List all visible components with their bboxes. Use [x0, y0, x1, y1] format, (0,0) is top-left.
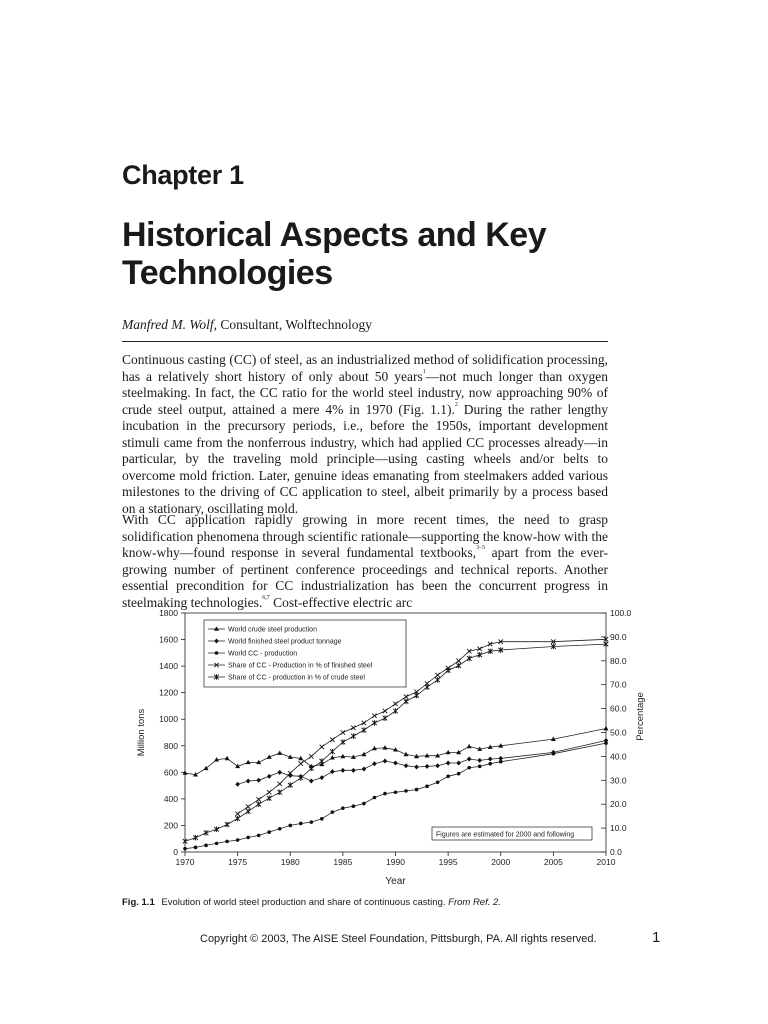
data-point — [425, 684, 430, 690]
data-point — [288, 773, 293, 778]
data-point — [299, 761, 303, 765]
data-point — [225, 756, 230, 760]
data-point — [183, 838, 188, 844]
series-line — [185, 729, 606, 775]
data-point — [435, 763, 440, 768]
x-tick-label: 1985 — [333, 857, 353, 867]
data-point — [383, 715, 388, 721]
data-point — [330, 749, 335, 755]
caption-text: Evolution of world steel production and share of continuous casting. — [158, 897, 449, 908]
data-point — [383, 792, 387, 796]
data-point — [382, 745, 387, 749]
y2-tick-label: 20.0 — [610, 799, 627, 810]
x-axis-label: Year — [385, 876, 406, 887]
y2-tick-label: 0.0 — [610, 847, 622, 857]
y-tick-label: 200 — [163, 820, 178, 831]
data-point — [435, 673, 439, 677]
data-point — [309, 754, 313, 758]
data-point — [235, 812, 239, 816]
x-tick-label: 2005 — [543, 857, 563, 867]
reference-superscript: 1 — [422, 368, 426, 375]
data-point — [446, 761, 451, 766]
data-point — [309, 766, 314, 772]
data-point — [183, 847, 187, 851]
y-tick-label: 1800 — [159, 608, 178, 618]
y-tick-label: 1600 — [159, 634, 178, 645]
data-point — [456, 663, 461, 669]
data-point — [477, 758, 482, 763]
data-point — [467, 744, 472, 748]
data-point — [246, 804, 250, 808]
data-point — [446, 668, 451, 674]
y-tick-label: 400 — [163, 793, 178, 804]
data-point — [246, 809, 251, 815]
data-point — [372, 714, 376, 718]
legend-label: World CC - production — [228, 650, 298, 658]
data-point — [435, 677, 440, 683]
copyright-footer: Copyright © 2003, The AISE Steel Foundation, Pittsburgh, PA. All rights reserved. — [200, 933, 597, 945]
y-tick-label: 800 — [163, 740, 178, 751]
x-tick-label: 2010 — [596, 857, 616, 867]
y2-tick-label: 10.0 — [610, 823, 627, 834]
data-point — [404, 699, 409, 705]
series-1 — [183, 726, 609, 777]
x-tick-label: 1995 — [438, 857, 458, 867]
data-point — [404, 789, 408, 793]
data-point — [236, 838, 240, 842]
y-tick-label: 1200 — [159, 687, 178, 698]
data-point — [256, 801, 261, 807]
data-point — [457, 772, 461, 776]
paragraph-text: Continuous casting (CC) of steel, as an industrialized method of solidification processing, has a relatively short history of only about 50 years — [122, 352, 608, 384]
data-point — [456, 761, 461, 766]
y2-tick-label: 40.0 — [610, 751, 627, 762]
data-point — [267, 790, 271, 794]
paragraph-text: Cost-effective electric arc — [269, 594, 413, 610]
estimate-note-text: Figures are estimated for 2000 and following — [436, 831, 575, 839]
data-point — [415, 788, 419, 792]
data-point — [288, 782, 293, 788]
chapter-title: Historical Aspects and Key Technologies — [122, 216, 547, 292]
data-point — [277, 770, 282, 775]
legend-label: Share of CC - production in % of crude steel — [228, 674, 365, 682]
data-point — [277, 750, 282, 754]
data-point — [425, 784, 429, 788]
data-point — [404, 763, 409, 768]
y2-tick-label: 70.0 — [610, 679, 627, 690]
data-point — [288, 824, 292, 828]
data-point — [267, 795, 272, 801]
data-point — [467, 656, 472, 662]
data-point — [267, 774, 272, 779]
data-point — [352, 804, 356, 808]
data-point — [204, 830, 209, 836]
steel-production-chart — [128, 603, 648, 893]
data-point — [215, 842, 219, 846]
data-point — [467, 766, 471, 770]
byline — [122, 317, 372, 333]
data-point — [414, 693, 419, 699]
x-tick-label: 2000 — [491, 857, 511, 867]
data-point — [341, 730, 345, 734]
data-point — [193, 835, 198, 841]
data-point — [320, 817, 324, 821]
data-point — [488, 757, 493, 762]
x-tick-label: 1990 — [386, 857, 405, 867]
y-tick-label: 1000 — [159, 714, 178, 725]
caption-source: From Ref. 2. — [448, 897, 501, 908]
data-point — [214, 826, 219, 832]
data-point — [351, 726, 355, 730]
y2-tick-label: 30.0 — [610, 775, 627, 786]
data-point — [362, 721, 366, 725]
data-point — [330, 737, 334, 741]
author-name: Manfred M. Wolf, — [122, 317, 217, 332]
data-point — [235, 782, 240, 787]
data-point — [310, 820, 314, 824]
data-point — [204, 844, 208, 848]
reference-superscript: 2 — [454, 401, 458, 408]
y2-axis-label: Percentage — [635, 692, 646, 741]
data-point — [393, 708, 398, 714]
data-point — [383, 759, 388, 764]
paragraph-text: apart from the ever-growing number of pertinent conference proceedings and technical reports. Another essential precondition for CC industrialization has been the concurrent progress in steelmaking technologies. — [122, 545, 608, 610]
data-point — [362, 727, 367, 733]
data-point — [373, 796, 377, 800]
data-point — [404, 694, 408, 698]
x-tick-label: 1970 — [175, 857, 195, 867]
data-point — [372, 720, 377, 726]
data-point — [257, 834, 261, 838]
data-point — [320, 758, 325, 764]
author-affiliation: Consultant, Wolftechnology — [217, 317, 373, 332]
data-point — [331, 810, 335, 814]
x-tick-label: 1980 — [280, 857, 300, 867]
x-tick-label: 1975 — [228, 857, 248, 867]
y2-tick-label: 80.0 — [610, 655, 627, 666]
data-point — [246, 760, 251, 764]
data-point — [361, 752, 366, 756]
legend-label: World crude steel production — [228, 626, 317, 634]
data-point — [488, 762, 492, 766]
data-point — [278, 782, 282, 786]
y-tick-label: 0 — [173, 847, 178, 857]
data-point — [351, 768, 356, 773]
data-point — [446, 775, 450, 779]
paragraph-text: —not much longer than oxygen steelmaking. In fact, the CC ratio for the world steel industry, now approaching 90% of crude steel output, attained a mere 4% in 1970 (Fig. 1.1). — [122, 368, 608, 417]
data-point — [499, 760, 503, 764]
data-point — [604, 726, 609, 730]
series-2 — [235, 738, 608, 787]
data-point — [256, 778, 261, 783]
data-point — [341, 768, 346, 773]
data-point — [467, 757, 472, 762]
data-point — [246, 778, 251, 783]
data-point — [246, 836, 250, 840]
estimate-note — [432, 827, 592, 840]
figure-caption — [122, 897, 642, 908]
data-point — [604, 741, 608, 745]
y-tick-label: 1400 — [159, 661, 178, 672]
data-point — [256, 797, 260, 801]
y-axis-label: Million tons — [136, 708, 147, 757]
data-point — [436, 780, 440, 784]
data-point — [362, 767, 367, 772]
data-point — [330, 769, 335, 774]
y2-tick-label: 50.0 — [610, 727, 627, 738]
data-point — [299, 822, 303, 826]
data-point — [414, 765, 419, 770]
data-point — [225, 822, 230, 828]
legend — [204, 620, 406, 687]
series-line — [238, 741, 606, 785]
data-point — [194, 846, 198, 850]
legend-label: World finished steel product tonnage — [228, 638, 342, 646]
body-paragraph-1 — [122, 352, 608, 517]
data-point — [235, 816, 240, 822]
data-point — [478, 765, 482, 769]
data-point — [277, 789, 282, 795]
figure-number: Fig. 1.1 — [122, 897, 155, 908]
data-point — [393, 761, 398, 766]
data-point — [215, 651, 219, 655]
paragraph-text: With CC application rapidly growing in more recent times, the need to grasp solidification phenomena through scientific rationale—supporting the know-how with the know-why—found response in several fundamental textbooks, — [122, 512, 608, 560]
data-point — [320, 745, 324, 749]
data-point — [278, 827, 282, 831]
data-point — [340, 754, 345, 758]
data-point — [267, 830, 271, 834]
data-point — [362, 802, 366, 806]
reference-superscript: 3–5 — [476, 545, 486, 551]
chapter-label: Chapter 1 — [122, 160, 244, 190]
body-paragraph-2 — [122, 512, 608, 611]
header-rule — [122, 341, 608, 342]
data-point — [477, 652, 482, 658]
data-point — [298, 775, 303, 781]
legend-label: Share of CC - Production in % of finished steel — [228, 662, 373, 670]
data-point — [425, 764, 430, 769]
data-point — [383, 709, 387, 713]
y2-tick-label: 60.0 — [610, 703, 627, 714]
data-point — [372, 761, 377, 766]
y-tick-label: 600 — [163, 767, 178, 778]
data-point — [456, 659, 460, 663]
data-point — [225, 840, 229, 844]
data-point — [394, 790, 398, 794]
paragraph-text: During the rather lengthy incubation in the precursory periods, i.e., before the 1950s, important development stimuli came from the nonferrous industry, which had applied CC processes already—in particular, by the traveling mold principle—using casting wheels and/or belts to overcome mold friction. Later, genuine ideas emanating from steelmakers added various milestones to the driving of CC application to steel, albeit primarily by a process based on a stationary, oscillating mold. — [122, 401, 608, 516]
y2-tick-label: 90.0 — [610, 631, 627, 642]
data-point — [341, 739, 346, 745]
data-point — [351, 733, 356, 739]
data-point — [552, 752, 556, 756]
page-number: 1 — [652, 929, 661, 946]
data-point — [309, 778, 314, 783]
data-point — [320, 775, 325, 780]
y2-tick-label: 100.0 — [610, 608, 632, 618]
data-point — [341, 806, 345, 810]
reference-superscript: 6,7 — [262, 594, 270, 601]
data-point — [393, 702, 397, 706]
